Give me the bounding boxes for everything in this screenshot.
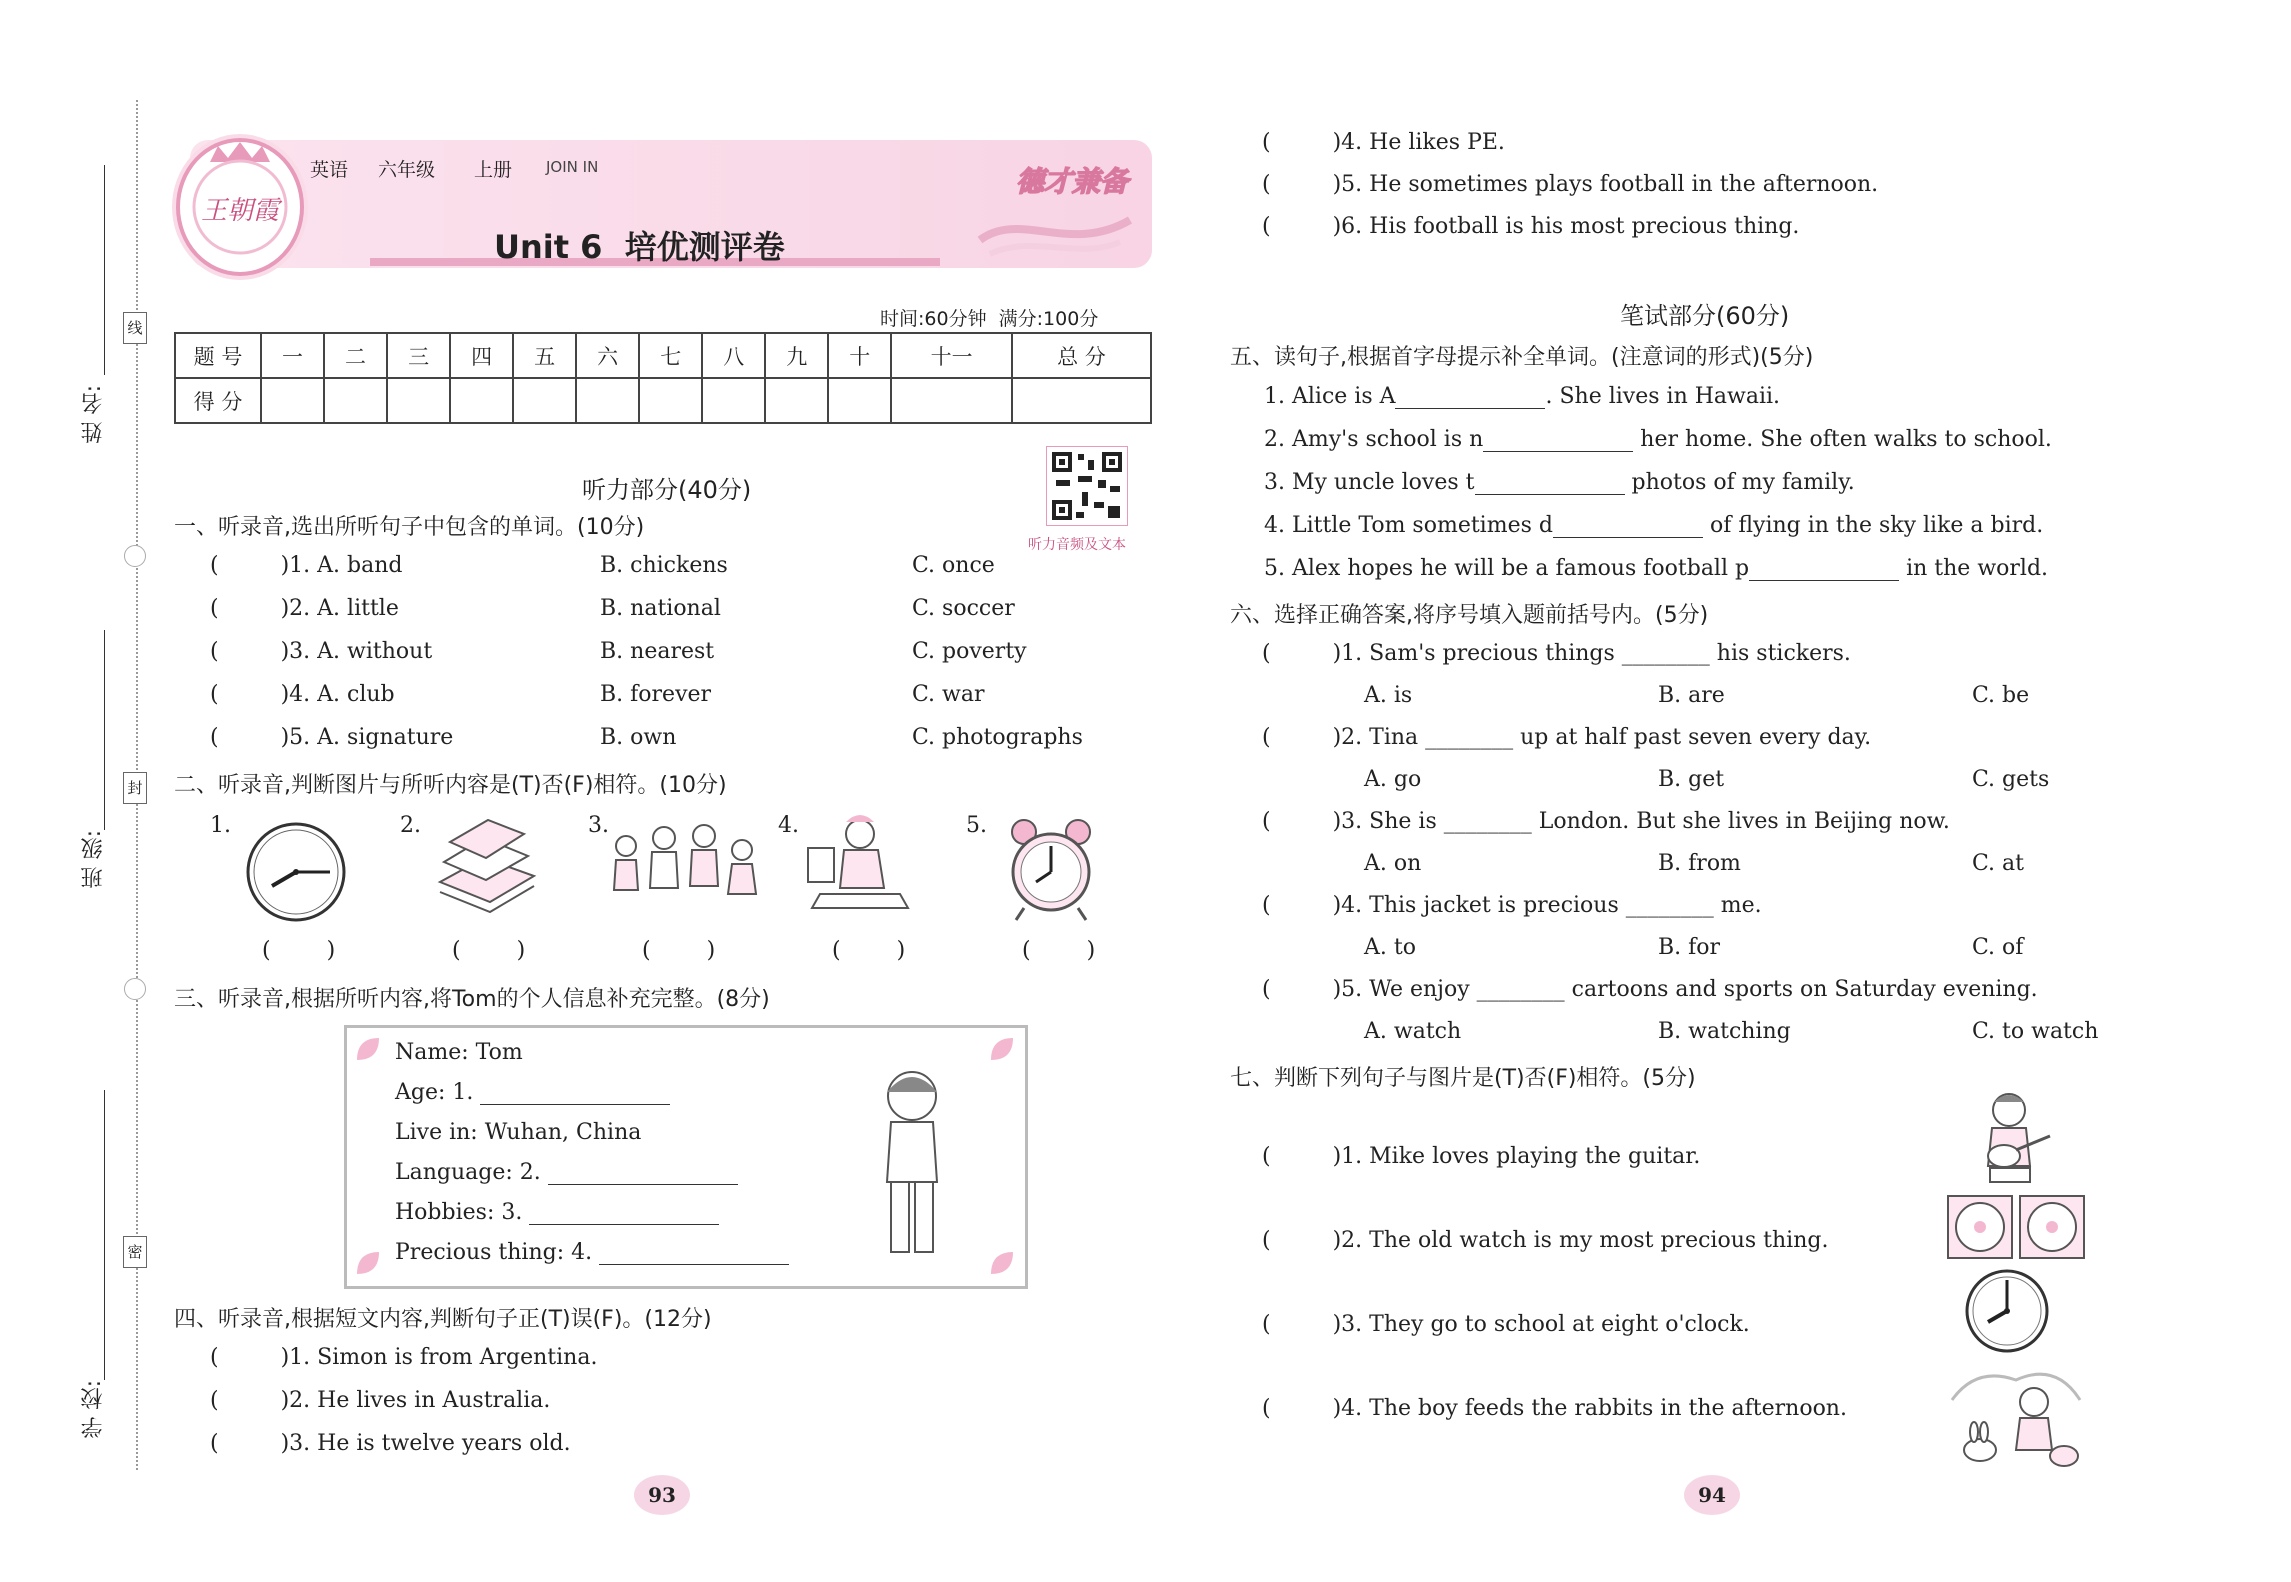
leaf-corner-icon [353, 1248, 383, 1278]
option-b: B. national [600, 596, 721, 621]
score-cell: 二 [324, 333, 387, 378]
mark-line: 线 [123, 312, 147, 344]
clock-eight-icon [1964, 1268, 2050, 1354]
option-a: )3. A. without [280, 639, 433, 664]
score-input-cell[interactable] [1012, 378, 1151, 423]
info-precious-label: Precious thing: 4. [395, 1240, 593, 1265]
name-underline [104, 165, 105, 375]
question-text: )3. She is ________ London. But she lives in Beijing now. [1332, 809, 1950, 834]
score-cell: 六 [576, 333, 639, 378]
option-c: C. be [1972, 683, 2030, 708]
option-c: C. photographs [912, 725, 1083, 750]
option-c: C. gets [1972, 767, 2050, 792]
question-text: )1. Sam's precious things ________ his stickers. [1332, 641, 1851, 666]
section-3-title: 三、听录音,根据所听内容,将Tom的个人信息补充完整。(8分) [174, 987, 770, 1012]
score-cell: 五 [513, 333, 576, 378]
score-cell: 题 号 [175, 333, 261, 378]
score-table [174, 332, 1152, 424]
option-b: B. own [600, 725, 677, 750]
score-cell: 总 分 [1012, 333, 1151, 378]
info-card [344, 1025, 1028, 1289]
list-item: ( )2. A. little [210, 596, 399, 621]
leaf-corner-icon [987, 1248, 1017, 1278]
word-blank[interactable] [1553, 515, 1703, 538]
picture-label: 1. [210, 813, 231, 838]
option-a: A. on [1364, 851, 1422, 876]
score-input-cell[interactable] [261, 378, 324, 423]
option-b: B. nearest [600, 639, 715, 664]
school-label: 学 校: [81, 1380, 106, 1439]
score-cell: 四 [450, 333, 513, 378]
option-b: B. forever [600, 682, 712, 707]
word-blank[interactable] [1395, 386, 1545, 409]
option-c: C. war [912, 682, 985, 707]
leaf-corner-icon [987, 1034, 1017, 1064]
score-input-cell[interactable] [450, 378, 513, 423]
option-b: B. for [1658, 935, 1721, 960]
score-cell: 七 [639, 333, 702, 378]
school-underline [104, 1090, 105, 1380]
age-blank[interactable] [480, 1082, 670, 1105]
books-icon [430, 812, 540, 922]
page-title: Unit 6 培优测评卷 [494, 228, 785, 266]
listening-title: 听力部分(40分) [582, 476, 752, 504]
sentence-end: in the world. [1906, 556, 2049, 581]
answer-bracket[interactable]: ( ) [832, 938, 906, 963]
option-c: C. poverty [912, 639, 1027, 664]
boy-figure-icon [857, 1062, 967, 1262]
info-hobbies [395, 1200, 719, 1225]
picture-label: 3. [588, 813, 609, 838]
list-item: ( )4. A. club [210, 682, 395, 707]
statement-text: )4. The boy feeds the rabbits in the afternoon. [1332, 1396, 1847, 1421]
list-item [1264, 556, 2048, 581]
option-c: C. of [1972, 935, 2024, 960]
word-blank[interactable] [1749, 558, 1899, 581]
section-1-title: 一、听录音,选出所听句子中包含的单词。(10分) [174, 515, 645, 540]
list-item: ( )2. He lives in Australia. [210, 1388, 551, 1413]
info-live: Live in: Wuhan, China [395, 1120, 642, 1145]
sentence-start: 1. Alice is A [1264, 384, 1396, 409]
edition-label: JOIN IN [546, 158, 599, 176]
class-label: 班 级: [81, 830, 106, 889]
name-label: 姓 名: [81, 385, 106, 444]
logo-text: 王朝霞 [200, 196, 279, 226]
statement-text: )2. The old watch is my most precious thing. [1332, 1228, 1829, 1253]
score-cell: 十 [828, 333, 891, 378]
statement-text: )5. He sometimes plays football in the afternoon. [1332, 172, 1879, 197]
score-input-cell[interactable] [891, 378, 1012, 423]
question-text: )4. This jacket is precious ________ me. [1332, 893, 1762, 918]
punch-hole [124, 545, 146, 567]
info-language [395, 1160, 738, 1185]
score-input-cell[interactable] [828, 378, 891, 423]
page-number-left: 93 [634, 1475, 690, 1515]
option-b: B. are [1658, 683, 1725, 708]
info-precious [395, 1240, 789, 1265]
option-a: )4. A. club [280, 682, 395, 707]
answer-bracket[interactable]: ( ) [452, 938, 526, 963]
option-a: A. to [1364, 935, 1416, 960]
list-item: ( )2. The old watch is my most precious thing. [1262, 1228, 1829, 1253]
list-item: ( )1. Sam's precious things ________ his stickers. [1262, 641, 1851, 666]
list-item: ( )4. This jacket is precious ________ me. [1262, 893, 1762, 918]
option-a: )1. A. band [280, 553, 403, 578]
sentence-end: of flying in the sky like a bird. [1709, 513, 2044, 538]
alarm-clock-icon [1006, 816, 1096, 922]
sentence-end: photos of my family. [1631, 470, 1855, 495]
score-input-cell[interactable] [702, 378, 765, 423]
score-input-cell[interactable] [387, 378, 450, 423]
option-c: C. at [1972, 851, 2024, 876]
option-b: B. get [1658, 767, 1725, 792]
mark-close: 密 [123, 1236, 147, 1268]
score-table-row [175, 378, 1151, 423]
option-a: A. go [1364, 767, 1422, 792]
badge-swirl-icon [970, 200, 1140, 260]
sentence-start: 3. My uncle loves t [1264, 470, 1475, 495]
score-input-cell[interactable] [324, 378, 387, 423]
option-a: )5. A. signature [280, 725, 454, 750]
picture-label: 2. [400, 813, 421, 838]
sentence-end: . She lives in Hawaii. [1545, 384, 1781, 409]
score-input-cell[interactable] [765, 378, 828, 423]
precious-blank[interactable] [599, 1242, 789, 1265]
sentence-start: 4. Little Tom sometimes d [1264, 513, 1553, 538]
statement-text: )6. His football is his most precious thing. [1332, 214, 1800, 239]
option-c: C. soccer [912, 596, 1015, 621]
language-blank[interactable] [548, 1162, 738, 1185]
list-item: ( )2. Tina ________ up at half past seven every day. [1262, 725, 1872, 750]
list-item: ( )5. He sometimes plays football in the afternoon. [1262, 172, 1879, 197]
class-underline [104, 630, 105, 830]
option-c: C. once [912, 553, 995, 578]
list-item [1264, 427, 2052, 452]
option-a: A. watch [1364, 1019, 1462, 1044]
score-input-cell[interactable] [513, 378, 576, 423]
option-b: B. chickens [600, 553, 728, 578]
qr-code-icon [1046, 446, 1128, 526]
badge: 德才兼备 [1016, 165, 1129, 198]
boy-rabbits-icon [1946, 1360, 2086, 1470]
exam-meta: 时间:60分钟 满分:100分 [880, 308, 1099, 330]
option-a: A. is [1364, 683, 1413, 708]
page-number-right: 94 [1684, 1475, 1740, 1515]
option-c: C. to watch [1972, 1019, 2099, 1044]
option-a: )2. A. little [280, 596, 399, 621]
option-b: B. watching [1658, 1019, 1791, 1044]
sentence-start: 5. Alex hopes he will be a famous football p [1264, 556, 1750, 581]
list-item: ( )6. His football is his most precious thing. [1262, 214, 1800, 239]
qr-caption: 听力音频及文本 [1028, 537, 1126, 553]
info-age-label: Age: 1. [395, 1080, 474, 1105]
list-item: ( )4. The boy feeds the rabbits in the afternoon. [1262, 1396, 1847, 1421]
picture-label: 4. [778, 813, 799, 838]
list-item: ( )3. He is twelve years old. [210, 1431, 571, 1456]
punch-hole [124, 978, 146, 1000]
statement-text: )3. He is twelve years old. [280, 1431, 571, 1456]
info-hobbies-label: Hobbies: 3. [395, 1200, 523, 1225]
section-4-title: 四、听录音,根据短文内容,判断句子正(T)误(F)。(12分) [174, 1307, 712, 1332]
info-language-label: Language: 2. [395, 1160, 541, 1185]
list-item: ( )3. A. without [210, 639, 433, 664]
list-item [1264, 470, 1855, 495]
list-item: ( )4. He likes PE. [1262, 130, 1505, 155]
grade-label: 六年级 [378, 159, 436, 181]
clock-icon [244, 820, 348, 924]
score-cell: 九 [765, 333, 828, 378]
score-cell: 得 分 [175, 378, 261, 423]
subject-label: 英语 [310, 159, 349, 181]
statement-text: )3. They go to school at eight o'clock. [1332, 1312, 1750, 1337]
sentence-start: 2. Amy's school is n [1264, 427, 1484, 452]
list-item: ( )3. They go to school at eight o'clock. [1262, 1312, 1750, 1337]
statement-text: )1. Simon is from Argentina. [280, 1345, 598, 1370]
kids-group-icon [604, 820, 764, 920]
boy-guitar-icon [1964, 1090, 2054, 1186]
score-input-cell[interactable] [639, 378, 702, 423]
section-2-title: 二、听录音,判断图片与所听内容是(T)否(F)相符。(10分) [174, 773, 727, 798]
section-6-title: 六、选择正确答案,将序号填入题前括号内。(5分) [1230, 603, 1709, 628]
option-b: B. from [1658, 851, 1741, 876]
hobbies-blank[interactable] [529, 1202, 719, 1225]
section-5-title: 五、读句子,根据首字母提示补全单词。(注意词的形式)(5分) [1230, 345, 1814, 370]
score-cell: 一 [261, 333, 324, 378]
mark-seal: 封 [123, 772, 147, 804]
info-name: Name: Tom [395, 1040, 523, 1065]
list-item [1264, 384, 1780, 409]
question-text: )2. Tina ________ up at half past seven every day. [1332, 725, 1872, 750]
sentence-end: her home. She often walks to school. [1640, 427, 2052, 452]
list-item: ( )1. Simon is from Argentina. [210, 1345, 598, 1370]
statement-text: )1. Mike loves playing the guitar. [1332, 1144, 1701, 1169]
word-blank[interactable] [1475, 472, 1625, 495]
list-item: ( )1. Mike loves playing the guitar. [1262, 1144, 1701, 1169]
list-item: ( )5. A. signature [210, 725, 454, 750]
list-item [1264, 513, 2043, 538]
score-cell: 八 [702, 333, 765, 378]
list-item: ( )1. A. band [210, 553, 403, 578]
info-age [395, 1080, 670, 1105]
logo [176, 138, 304, 276]
girl-reading-icon [800, 808, 920, 918]
answer-bracket[interactable]: ( ) [1022, 938, 1096, 963]
statement-text: )2. He lives in Australia. [280, 1388, 551, 1413]
cd-discs-icon [1946, 1194, 2086, 1260]
statement-text: )4. He likes PE. [1332, 130, 1505, 155]
volume-label: 上册 [474, 159, 513, 181]
list-item: ( )3. She is ________ London. But she lives in Beijing now. [1262, 809, 1950, 834]
leaf-corner-icon [353, 1034, 383, 1064]
written-title: 笔试部分(60分) [1620, 302, 1790, 330]
score-cell: 十一 [891, 333, 1012, 378]
word-blank[interactable] [1483, 429, 1633, 452]
score-table-row [175, 333, 1151, 378]
score-cell: 三 [387, 333, 450, 378]
list-item: ( )5. We enjoy ________ cartoons and sports on Saturday evening. [1262, 977, 2038, 1002]
answer-bracket[interactable]: ( ) [642, 938, 716, 963]
score-input-cell[interactable] [576, 378, 639, 423]
picture-label: 5. [966, 813, 987, 838]
section-7-title: 七、判断下列句子与图片是(T)否(F)相符。(5分) [1230, 1066, 1696, 1091]
question-text: )5. We enjoy ________ cartoons and sports on Saturday evening. [1332, 977, 2038, 1002]
answer-bracket[interactable]: ( ) [262, 938, 336, 963]
